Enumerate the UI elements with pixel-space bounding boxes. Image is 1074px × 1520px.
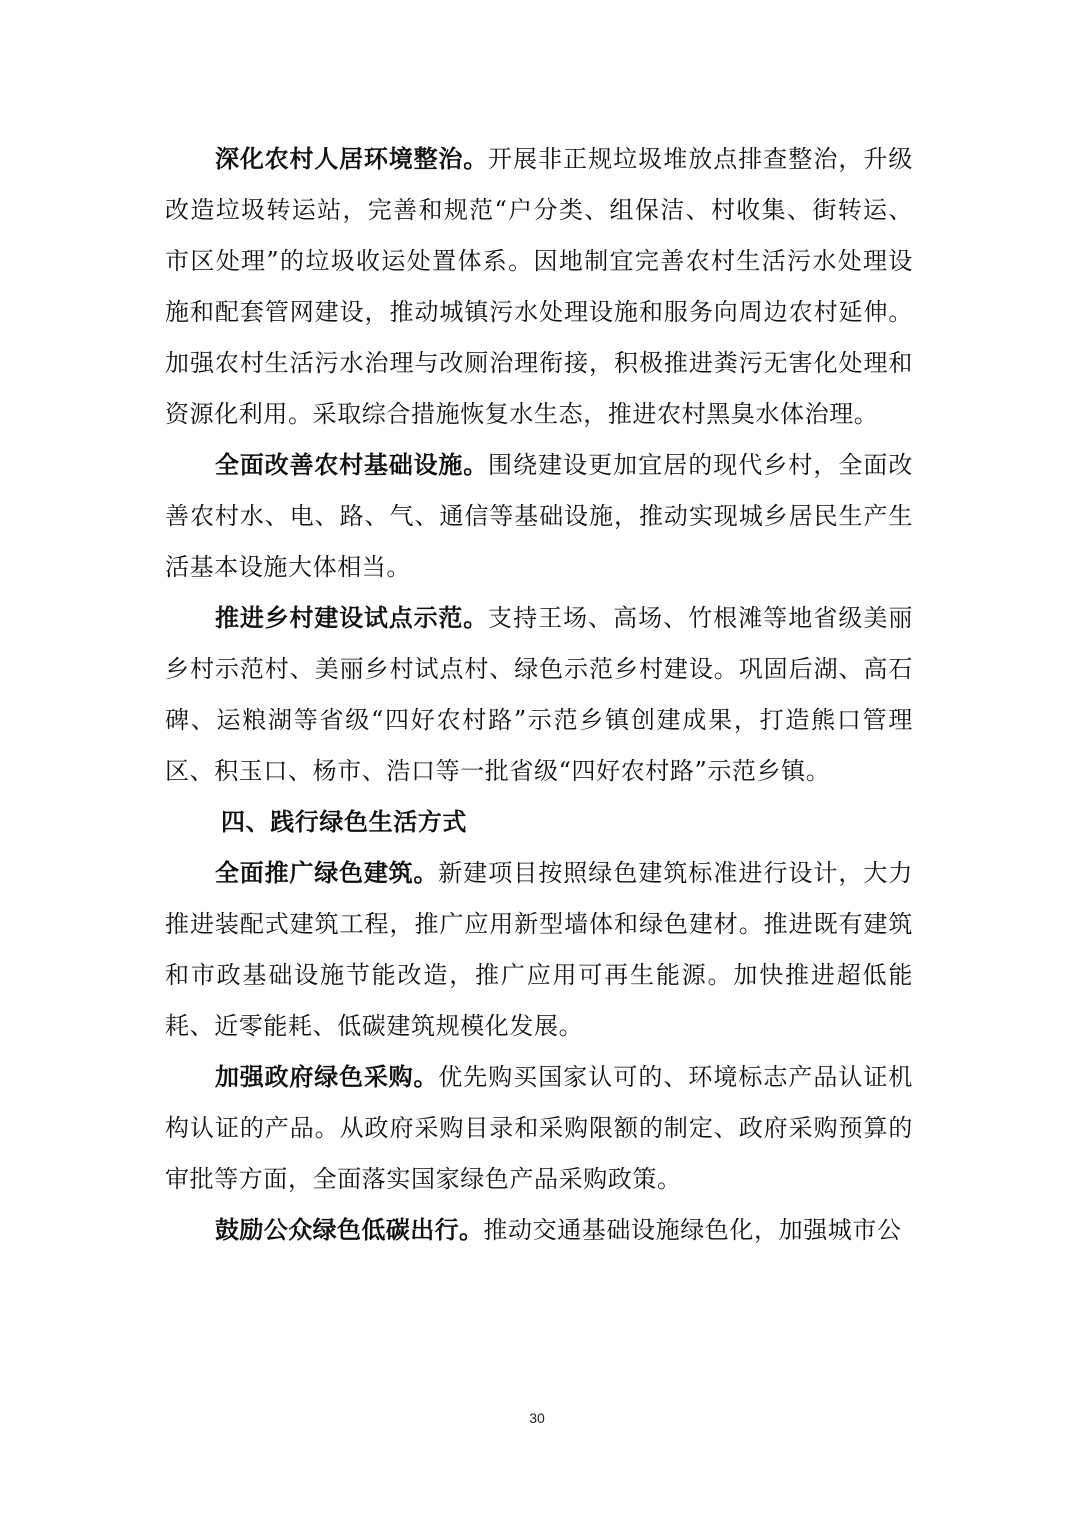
paragraph-green-building: [165, 848, 913, 1052]
paragraph-lead: 全面推广绿色建筑。: [215, 859, 439, 887]
paragraph-green-procurement: [165, 1052, 913, 1205]
paragraph-lead: 深化农村人居环境整治。: [215, 145, 489, 173]
paragraph-lead: 推进乡村建设试点示范。: [215, 604, 489, 632]
section-heading: 四、践行绿色生活方式: [221, 808, 467, 836]
paragraph-green-travel: [165, 1205, 913, 1256]
page-number: 30: [529, 1410, 545, 1426]
paragraph-lead: 鼓励公众绿色低碳出行。: [215, 1216, 484, 1244]
paragraph-lead: 加强政府绿色采购。: [215, 1063, 439, 1091]
paragraph-body: 新建项目按照绿色建筑标准进行设计，大力推进装配式建筑工程，推广应用新型墙体和绿色建材。推进既有建筑和市政基础设施节能改造，推广应用可再生能源。加快推进超低能耗、近零能耗、低碳建筑规模化发展。: [165, 859, 913, 1040]
paragraph-body: 围绕建设更加宜居的现代乡村，全面改善农村水、电、路、气、通信等基础设施，推动实现城乡居民生产生活基本设施大体相当。: [165, 451, 913, 581]
page-content: [165, 134, 913, 1256]
paragraph-lead: 全面改善农村基础设施。: [215, 451, 489, 479]
paragraph-body: 开展非正规垃圾堆放点排查整治，升级改造垃圾转运站，完善和规范“户分类、组保洁、村收集、街转运、市区处理”的垃圾收运处置体系。因地制宜完善农村生活污水处理设施和配套管网建设，推动城镇污水处理设施和服务向周边农村延伸。加强农村生活污水治理与改厕治理衔接，积极推进粪污无害化处理和资源化利用。采取综合措施恢复水生态，推进农村黑臭水体治理。: [165, 145, 913, 428]
paragraph-body: 支持王场、高场、竹根滩等地省级美丽乡村示范村、美丽乡村试点村、绿色示范乡村建设。巩固后湖、高石碑、运粮湖等省级“四好农村路”示范乡镇创建成果，打造熊口管理区、积玉口、杨市、浩口等一批省级“四好农村路”示范乡镇。: [165, 604, 913, 785]
paragraph-rural-environment: [165, 134, 913, 440]
paragraph-body: 优先购买国家认可的、环境标志产品认证机构认证的产品。从政府采购目录和采购限额的制定、政府采购预算的审批等方面，全面落实国家绿色产品采购政策。: [165, 1063, 913, 1193]
paragraph-rural-infrastructure: [165, 440, 913, 593]
paragraph-body: 推动交通基础设施绿色化，加强城市公: [483, 1216, 902, 1244]
paragraph-rural-pilot: [165, 593, 913, 797]
